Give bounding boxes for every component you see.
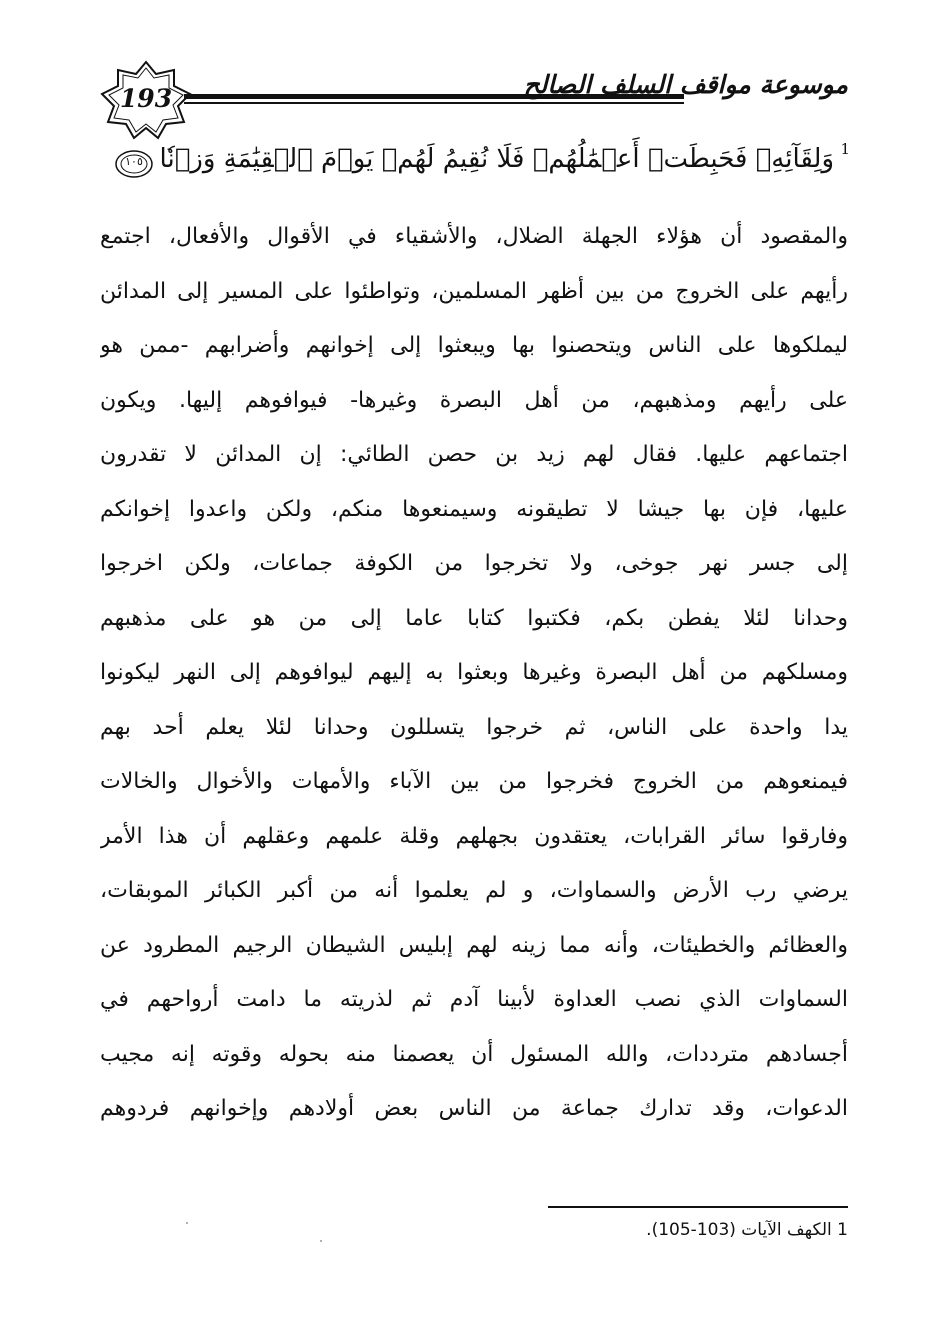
- body-line: وفارقوا سائر القرابات، يعتقدون بجهلهم وقلة علمهم وعقلهم أن هذا الأمر: [100, 823, 848, 849]
- series-title: موسوعة مواقف السلف الصالح: [523, 70, 848, 99]
- body-line: الدعوات، وقد تدارك جماعة من الناس بعض أولادهم وإخوانهم فردوهم: [100, 1096, 848, 1121]
- ayah-end-icon: [114, 148, 154, 180]
- body-line: أجسادهم مترددات، والله المسئول أن يعصمنا منه بحوله وقوته إنه مجيب: [100, 1041, 848, 1067]
- body-line: وحدانا لئلا يفطن بكم، فكتبوا كتابا عاما إلى من هو على مذهبهم: [100, 605, 848, 631]
- body-line: والعظائم والخطيئات، وأنه مما زينه لهم إبليس الشيطان الرجيم المطرود عن: [100, 932, 848, 958]
- body-line: ليملكوها على الناس ويتحصنوا بها ويبعثوا إلى إخوانهم وأضرابهم -ممن هو: [100, 333, 848, 358]
- body-text: [100, 210, 848, 1137]
- scan-speck: [186, 1222, 188, 1224]
- body-line: السماوات الذي نصب العداوة لأبينا آدم ثم لذريته ما دامت أرواحهم في: [100, 987, 848, 1012]
- page-header: [100, 60, 848, 140]
- body-line: ومسلكهم من أهل البصرة وغيرها وبعثوا به إليهم ليوافوهم إلى النهر ليكونوا: [100, 660, 848, 685]
- body-line: يدا واحدة على الناس، ثم خرجوا يتسللون وحدانا لئلا يعلم أحد بهم: [100, 714, 848, 740]
- page-number-badge: [100, 60, 192, 140]
- body-line: اجتماعهم عليها. فقال لهم زيد بن حصن الطائي: إن المدائن لا تقدرون: [100, 442, 848, 467]
- footnote-divider: [548, 1206, 848, 1208]
- body-line: عليها، فإن بها جيشا لا تطيقونه وسيمنعوها منكم، ولكن واعدوا إخوانكم: [100, 496, 848, 522]
- body-line: إلى جسر نهر جوخى، ولا تخرجوا من الكوفة جماعات، ولكن اخرجوا: [100, 551, 848, 576]
- body-line: يرضي رب الأرض والسماوات، و لم يعلموا أنه من أكبر الكبائر الموبقات،: [100, 878, 848, 903]
- footnote: 1 الكهف الآيات (103-105).: [646, 1220, 848, 1240]
- body-line: على رأيهم ومذهبهم، من أهل البصرة وغيرها- فيوافوهم إليها. ويكون: [100, 387, 848, 413]
- page-number: 193: [119, 84, 173, 113]
- body-line: رأيهم على الخروج من بين أظهر المسلمين، وتواطئوا على المسير إلى المدائن: [100, 278, 848, 304]
- body-line: فيمنعوهم من الخروج فخرجوا من بين الآباء والأمهات والأخوال والخالات: [100, 769, 848, 794]
- quran-verse-text: وَلِقَآئِهِۦ فَحَبِطَتۡ أَعۡمَٰلُهُمۡ فَلَا نُقِيمُ لَهُمۡ يَوۡمَ ٱلۡقِيَٰمَةِ وَزۡنٗا: [159, 144, 834, 174]
- scan-speck: [320, 1240, 322, 1242]
- footnote-reference[interactable]: 1: [840, 140, 850, 158]
- quran-verse-line: [100, 140, 848, 194]
- body-line: والمقصود أن هؤلاء الجهلة الضلال، والأشقياء في الأقوال والأفعال، اجتمع: [100, 224, 848, 249]
- ayah-number: ١٠٥: [125, 155, 143, 168]
